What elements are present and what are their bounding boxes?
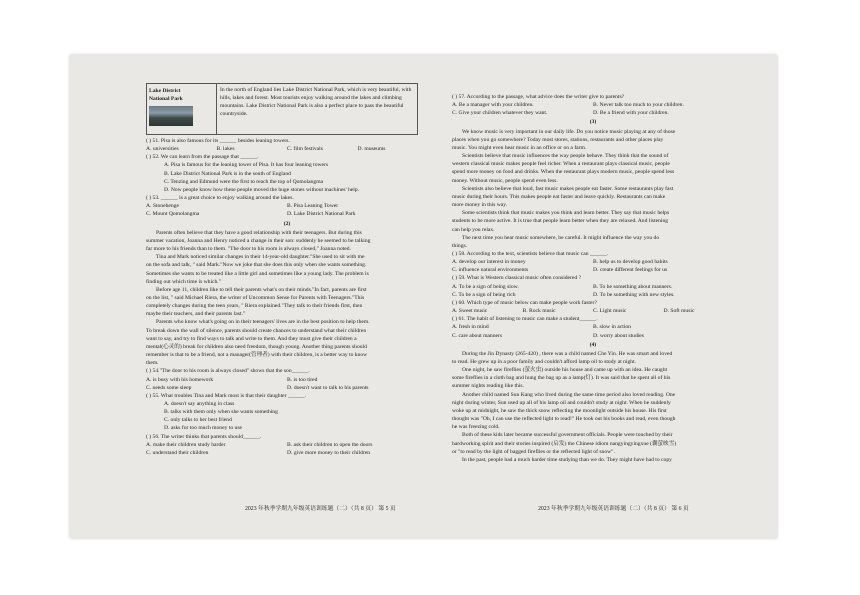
right-questions-a <box>452 93 734 117</box>
text-line: B. talks with them only when she wants something <box>164 409 278 416</box>
answer-option: D. create different feelings for us <box>593 267 668 274</box>
text-line <box>452 109 734 117</box>
text-line: them. <box>146 360 159 367</box>
text-line: Tina and Mark noticed similar changes in their 14-year-old daughter."She used to sit with me <box>156 254 365 261</box>
passage-3 <box>452 128 734 340</box>
text-line <box>146 202 428 210</box>
text-line: completely changes during the teen years, " Riera explained."They talk to their friends first, then <box>146 303 363 310</box>
text-line: Sometimes she wants to be treated like a little girl and sometimes like a young lady. The problem is <box>146 270 369 277</box>
text-line: D. asks for too much money to use <box>164 425 242 432</box>
text-line: A. Pisa is famous for the leaning tower of Pisa. It has four leaning towers <box>164 162 329 169</box>
answer-option: B. Pisa Leaning Tower <box>287 203 339 210</box>
text-line: he was freezing cold. <box>452 424 500 431</box>
page-left <box>146 83 428 457</box>
text-line: D. Now people know how these people moved the huge stones without machines' help. <box>164 186 360 193</box>
text-line: music. You might even hear music in an office or on a farm. <box>452 144 587 151</box>
exam-sheet <box>70 55 777 538</box>
answer-option: C. needs some sleep <box>146 384 192 391</box>
info-box-title <box>147 84 217 134</box>
text-line: some fireflies in a cloth bag and hung the bag up as a lamp(灯). It was said that he spent all of his <box>452 375 671 382</box>
text-line <box>452 332 734 340</box>
answer-option: B. help us to develop good habits <box>593 259 668 266</box>
text-line: In the past, people had a much harder time studying than we do. They might have had to copy <box>462 456 672 463</box>
passage-4 <box>452 350 734 464</box>
text-line <box>146 376 428 384</box>
answer-option: A. Sweet music <box>452 308 488 315</box>
section-heading-3: (3) <box>589 119 597 126</box>
text-line: ( ) 60. Which type of music below can make people work faster? <box>452 299 597 306</box>
text-line <box>452 101 734 109</box>
answer-option: B. slow in action <box>593 324 631 331</box>
text-line: or "to read by the light of bagged fireflies or the reflected light of snow". <box>452 448 615 455</box>
answer-option: A. is busy with his homework <box>146 376 214 383</box>
answer-option: B. ask their children to open the doors <box>287 441 373 448</box>
answer-option: A. To be a sign of being slow. <box>452 283 519 290</box>
answer-option: C. influence natural environments <box>452 267 529 274</box>
text-line <box>146 145 428 153</box>
text-line: Another child named Sun Kang who lived during the same time period also loved reading. One <box>462 391 676 398</box>
text-line: want to say, and try to find ways to talk and write to them. And they must give their children a <box>146 335 357 342</box>
answer-option: C. care about manners <box>452 332 503 339</box>
text-line: can help you relax. <box>452 226 495 233</box>
text-line: to read. He grew up in a poor family and couldn't afford lamp oil to study at night. <box>452 359 637 365</box>
answer-option: C. Light music <box>593 308 627 315</box>
text-line: maybe their teachers, and their parents last." <box>146 311 246 318</box>
answer-option: B. Rock music <box>522 308 556 315</box>
text-line: music during their hours. This makes people eat faster and leave quickly. Restaurants can make <box>452 193 666 200</box>
answer-option: D. To be something with new styles. <box>593 291 675 298</box>
text-line: western classical music makes people feel richer. When a restaurant plays classical music, people <box>452 161 670 168</box>
answer-option: A. Be a manager with your children. <box>452 102 534 109</box>
info-box-title-line2: National Park <box>149 96 183 103</box>
section-heading-4: (4) <box>589 341 597 348</box>
text-line: things. <box>452 242 468 249</box>
text-line: ( ) 56. The writer thinks that parents should______. <box>146 433 262 440</box>
text-line: Scientists believe that music influences the way people behave. They think that the sound of <box>462 153 669 160</box>
text-line <box>452 258 734 266</box>
text-line <box>452 307 734 315</box>
answer-option: A. make their children study harder <box>146 441 226 448</box>
left-questions-a <box>146 137 428 219</box>
text-line: hardworking spirit and their stories inspired (启发) the Chinese idiom nangyingyingxue (囊萤映雪) <box>452 440 677 447</box>
text-line: ( ) 51. Pisa is also famous for its ______ besides leaning towers. <box>146 138 290 144</box>
text-line: ( ) 59. What is Western classical music often considered ? <box>452 275 582 282</box>
info-box-text: In the north of England lies Lake District National Park, which is very beautiful, with hills, lakes and forest. Most tourists enjoy walking around the lakes and climbing mountains. Lake District National Park is also a perfect place to pass the beautiful countryside. <box>220 87 412 117</box>
text-line: summer vacation, Joanna and Henry noticed a change in their son: suddenly he seemed to be talking <box>146 237 371 244</box>
answer-option: D. museums <box>357 146 386 153</box>
text-line <box>146 210 428 218</box>
section-heading-2: (2) <box>283 220 291 227</box>
text-line: students to be more active. It is true that people learn better when they are relaxed. And listening <box>452 218 669 225</box>
text-line: woke up at midnight, he saw the thick snow reflecting the moonlight outside his house. His first <box>452 407 667 414</box>
text-line <box>452 266 734 274</box>
footer-right: 2023 年秋季学期九年级英语训练题（二）（共 8 页） 第 6 页 <box>538 506 689 512</box>
text-line: B. Lake District National Park is in the south of England <box>164 170 291 177</box>
text-line: A. doesn't say anything in class <box>164 401 235 407</box>
answer-option: D. Lake District National Park <box>287 211 356 218</box>
text-line: night during winter, Sun used up all of his lamp oil and couldn't study at night. When he suddenly <box>452 399 671 406</box>
text-line: ( ) 55. What troubles Tina and Mark most is that their daughter ______. <box>146 392 307 399</box>
text-line <box>146 384 428 392</box>
text-line: finding out which time is which." <box>146 278 221 285</box>
text-line: on the list, " said Michael Riera, the writer of Uncommon Sense for Parents with Teenagers."This <box>146 294 365 301</box>
answer-option: D. doesn't want to talk to his parents <box>287 384 369 391</box>
answer-option: C. Give your children whatever they want. <box>452 110 548 117</box>
text-line <box>452 323 734 331</box>
text-line: C. Tenzing and Edmund were the first to reach the top of Qomolangma <box>164 178 324 185</box>
text-line: The next time you hear music somewhere, be careful. It might influence the way you do <box>462 234 660 241</box>
answer-option: C. understand their children <box>146 449 209 456</box>
text-line: mental(心灵的) break for children also need freedom, though young. Another thing parents should <box>146 343 367 350</box>
answer-option: C. To be a sign of being rich <box>452 291 516 298</box>
text-line: Some scientists think that music makes you think and learn better. They say that music helps <box>462 210 670 217</box>
text-line: on the sofa and talk, " said Mark."Now we joke that she does this only when she wants something. <box>146 262 367 269</box>
answer-option: A. develop our interest in money <box>452 259 526 266</box>
text-line: Scientists also believe that loud, fast music makes people eat faster. Some restaurants play fast <box>462 185 674 192</box>
text-line: ( ) 58. According to the text, scientists believe that music can ______. <box>452 250 609 257</box>
info-box-title-line1: Lake District <box>149 88 181 94</box>
answer-option: A. fresh in mind <box>452 324 489 331</box>
text-line: far more to his friends than to them. "The door to his room is always closed," Joanna noted. <box>146 246 351 253</box>
text-line: places when you go somewhere? Today most stores, stations, restaurants and other places play <box>452 136 664 143</box>
text-line: ( ) 52. We can learn from the passage that ______. <box>146 154 259 161</box>
text-line: money. Without music, people spend even less. <box>452 177 558 184</box>
text-line: spend more money on food and drinks. When the restaurant plays modern music, people spend less <box>452 169 675 176</box>
text-line: Parents often believe that they have a good relationship with their teenagers. But during this <box>156 229 362 236</box>
text-line: more money in this way. <box>452 202 508 209</box>
answer-option: B. To be something about manners. <box>593 283 673 290</box>
answer-option: D. Soft music <box>663 308 695 315</box>
text-line <box>146 441 428 449</box>
answer-option: D. Be a friend with your children. <box>593 110 669 117</box>
answer-option: C. Mount Qomolangma <box>146 211 200 218</box>
info-box <box>146 83 418 135</box>
text-line: To break down the wall of silence, parents should create chances to understand what their children <box>146 327 367 334</box>
text-line: Parents who know what's going on in their teenagers' lives are in the best position to help them. <box>156 319 370 326</box>
text-line: C. only talks to her best friend <box>164 417 232 424</box>
text-line: Both of these kids later became successful government officials. People were touched by their <box>462 432 673 439</box>
answer-option: B. lakes <box>216 146 235 153</box>
answer-option: C. film festivals <box>287 146 323 153</box>
answer-option: A. universities <box>146 146 179 153</box>
text-line: One night, he saw fireflies (萤火虫) outside his house and came up with an idea. He caught <box>462 367 668 374</box>
answer-option: B. Never talk too much to your children. <box>593 102 684 109</box>
text-line: summer nights reading like this. <box>452 383 524 390</box>
text-line <box>452 283 734 291</box>
text-line: remember is that to be a friend, not a manager(管理者) with their children, is a better way to know <box>146 352 368 359</box>
answer-option: A. Stonehenge <box>146 203 179 210</box>
text-line: Before age 11, children like to tell their parents what's on their minds."In fact, parents are first <box>156 286 367 293</box>
text-line: thought was "Oh, I can use the reflected light to read!" He took out his books and read, even though <box>452 416 676 423</box>
passage-2 <box>146 229 428 457</box>
answer-option: D. worry about studies <box>593 332 644 339</box>
text-line: ( ) 57. According to the passage, what advice does the writer give to parents? <box>452 94 625 100</box>
text-line: ( ) 61. The habit of listening to music can make a student______. <box>452 316 598 323</box>
answer-option: D. give more money to their children <box>287 449 371 456</box>
text-line: ( ) 54."The door to his room is always closed" shows that the son______. <box>146 368 310 375</box>
text-line: During the Jin Dynasty (265-420) , there was a child named Che Yin. He was smart and loved <box>462 350 673 357</box>
lake-photo <box>149 106 193 126</box>
text-line: ( ) 53. ______ is a great choice to enjoy walking around the lakes. <box>146 195 294 202</box>
text-line <box>146 449 428 457</box>
text-line: We know music is very important in our daily life. Do you notice music playing at any of those <box>462 128 676 135</box>
footer-left: 2023 年秋季学期九年级英语训练题（二）（共 8 页） 第 5 页 <box>245 506 396 512</box>
page-right <box>452 93 734 464</box>
answer-option: B. is too tired <box>287 376 318 383</box>
text-line <box>452 291 734 299</box>
